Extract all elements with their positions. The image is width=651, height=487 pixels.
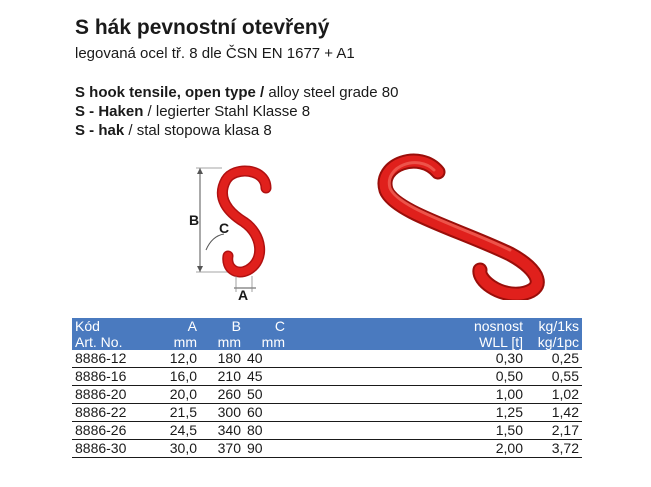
table-row [72, 440, 582, 458]
cell-wll: 1,00 [288, 386, 526, 404]
cell-code: 8886-26 [72, 422, 160, 440]
cell-b: 260 [200, 386, 244, 404]
cell-c: 60 [244, 404, 288, 422]
cell-c: 45 [244, 368, 288, 386]
cell-c: 50 [244, 386, 288, 404]
header-unit-a: mm [160, 334, 200, 350]
hook-dimension-drawing [188, 160, 278, 300]
cell-weight: 0,25 [526, 350, 582, 368]
cell-weight: 0,55 [526, 368, 582, 386]
product-title: S hák pevnostní otevřený [75, 16, 330, 39]
table-row [72, 368, 582, 386]
header-art-no: Art. No. [72, 334, 160, 350]
cell-c: 80 [244, 422, 288, 440]
cell-a: 16,0 [160, 368, 200, 386]
table-header-row [72, 318, 582, 334]
description-german [75, 103, 310, 120]
header-code: Kód [72, 318, 160, 334]
cell-code: 8886-22 [72, 404, 160, 422]
cell-code: 8886-30 [72, 440, 160, 458]
description-english-rest: alloy steel grade 80 [264, 84, 399, 101]
table-row [72, 350, 582, 368]
cell-a: 21,5 [160, 404, 200, 422]
description-german-bold: S - Haken [75, 103, 144, 120]
cell-b: 180 [200, 350, 244, 368]
specification-table [72, 318, 582, 458]
cell-weight: 1,42 [526, 404, 582, 422]
description-english-bold: S hook tensile, open type / [75, 84, 265, 101]
cell-wll: 0,50 [288, 368, 526, 386]
cell-a: 20,0 [160, 386, 200, 404]
header-unit-wll: WLL [t] [288, 334, 526, 350]
cell-b: 210 [200, 368, 244, 386]
table-row [72, 422, 582, 440]
header-b: B [200, 318, 244, 334]
cell-b: 340 [200, 422, 244, 440]
description-german-rest: / legierter Stahl Klasse 8 [143, 103, 311, 120]
header-weight: kg/1ks [526, 318, 582, 334]
header-unit-c: mm [244, 334, 288, 350]
dimension-label-c: C [219, 220, 230, 236]
table-header-row [72, 334, 582, 350]
header-a: A [160, 318, 200, 334]
cell-c: 90 [244, 440, 288, 458]
description-english [75, 84, 398, 101]
header-unit-b: mm [200, 334, 244, 350]
description-polish-rest: / stal stopowa klasa 8 [124, 122, 272, 139]
dimension-label-a: A [238, 287, 249, 300]
table-row [72, 404, 582, 422]
table-row [72, 386, 582, 404]
cell-weight: 1,02 [526, 386, 582, 404]
cell-wll: 1,50 [288, 422, 526, 440]
description-polish [75, 122, 272, 139]
header-c: C [244, 318, 288, 334]
cell-c: 40 [244, 350, 288, 368]
cell-wll: 0,30 [288, 350, 526, 368]
header-unit-weight: kg/1pc [526, 334, 582, 350]
cell-b: 300 [200, 404, 244, 422]
cell-a: 30,0 [160, 440, 200, 458]
cell-weight: 2,17 [526, 422, 582, 440]
description-polish-bold: S - hak [75, 122, 125, 139]
cell-a: 12,0 [160, 350, 200, 368]
cell-code: 8886-12 [72, 350, 160, 368]
dimension-label-b: B [189, 212, 200, 228]
cell-weight: 3,72 [526, 440, 582, 458]
cell-a: 24,5 [160, 422, 200, 440]
cell-b: 370 [200, 440, 244, 458]
cell-wll: 2,00 [288, 440, 526, 458]
cell-code: 8886-16 [72, 368, 160, 386]
hook-product-image [370, 150, 580, 300]
cell-code: 8886-20 [72, 386, 160, 404]
product-subtitle: legovaná ocel tř. 8 dle ČSN EN 1677 + A1 [75, 45, 355, 62]
header-wll: nosnost [288, 318, 526, 334]
cell-wll: 1,25 [288, 404, 526, 422]
